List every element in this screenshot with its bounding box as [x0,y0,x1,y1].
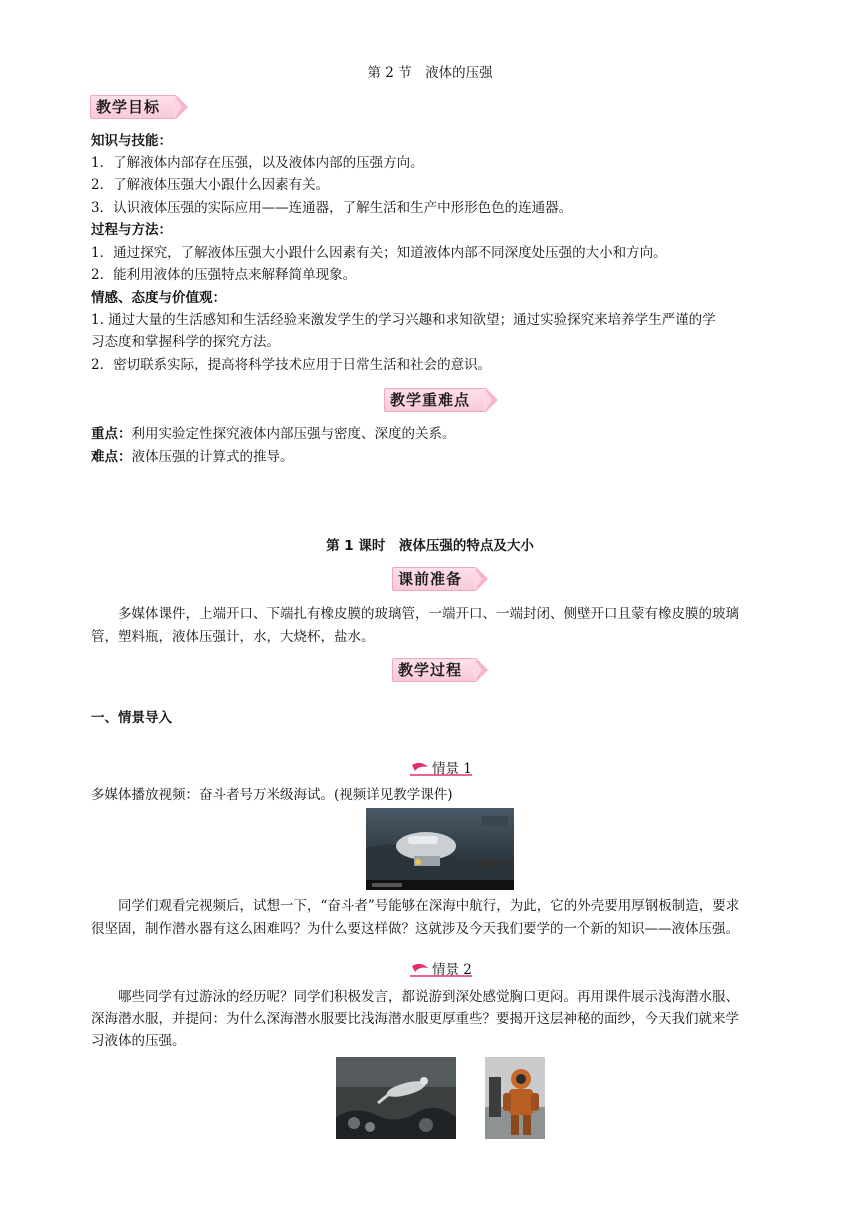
section-title: 第 2 节 液体的压强 [367,65,493,81]
deep-diving-suit-image [485,1057,545,1139]
knowledge-item-1: 1．了解液体内部存在压强，以及液体内部的压强方向。 [91,155,424,171]
badge-preparation [392,567,488,591]
scene-2-label: 情景 2 [432,962,472,978]
submersible-video-image [366,808,514,890]
knowledge-heading: 知识与技能： [91,133,172,149]
scene-1-label: 情景 1 [432,761,472,777]
intro-heading: 一、情景导入 [91,710,172,726]
attitude-item-2: 2．密切联系实际，提高将科学技术应用于日常生活和社会的意识。 [91,357,492,373]
badge-teaching-goals [90,95,188,119]
preparation-text-1: 多媒体课件，上端开口、下端扎有橡皮膜的玻璃管，一端开口、一端封闭、侧壁开口且蒙有橡皮膜的玻璃 [118,606,739,622]
scene-1-marker [410,757,490,779]
attitude-item-1-line-1: 1. 通过大量的生活感知和生活经验来激发学生的学习兴趣和求知欲望；通过实验探究来培养学生严谨的学 [91,312,716,328]
process-item-1: 1．通过探究，了解液体压强大小跟什么因素有关；知道液体内部不同深度处压强的大小和方向。 [91,245,667,261]
badge-preparation-label: 课前准备 [398,570,463,588]
difficulty-line [91,446,294,468]
scene-1-after-text-1: 同学们观看完视频后，试想一下，“奋斗者”号能够在深海中航行，为此，它的外壳要用厚钢板制造，要求 [118,898,740,914]
scene-2-line-1 [91,986,739,1008]
badge-teaching-goals-label: 教学目标 [96,98,161,116]
attitude-heading: 情感、态度与价值观： [91,290,226,306]
preparation-line-1 [91,603,739,625]
badge-key-points [384,388,498,412]
difficulty-text: 液体压强的计算式的推导。 [131,449,294,465]
scene-2-marker [410,958,490,980]
scene-2-text-1: 哪些同学有过游泳的经历呢？同学们积极发言，都说游到深处感觉胸口更闷。再用课件展示浅海潜水服、 [118,989,739,1005]
scene-2-line-3: 习液体的压强。 [91,1033,186,1049]
focus-line [91,423,456,445]
scene-1-text: 多媒体播放视频：奋斗者号万米级海试。(视频详见教学课件) [91,787,453,803]
focus-label: 重点： [91,426,132,442]
badge-key-points-label: 教学重难点 [390,391,471,409]
process-heading: 过程与方法： [91,222,172,238]
badge-teaching-process [392,658,488,682]
scene-1-after-line-1 [91,895,739,917]
focus-text: 利用实验定性探究液体内部压强与密度、深度的关系。 [131,426,456,442]
difficulty-label: 难点： [91,449,132,465]
scene-1-after-line-2: 很坚固，制作潜水器有这么困难吗？为什么要这样做？这就涉及今天我们要学的一个新的知识——液体压强。 [91,921,739,937]
knowledge-item-3: 3．认识液体压强的实际应用——连通器，了解生活和生产中形形色色的连通器。 [91,200,573,216]
shallow-diver-image [336,1057,456,1139]
lesson-title: 第 1 课时 液体压强的特点及大小 [326,538,534,554]
process-item-2: 2．能利用液体的压强特点来解释简单现象。 [91,267,357,283]
preparation-line-2: 管，塑料瓶，液体压强计，水，大烧杯，盐水。 [91,629,375,645]
knowledge-item-2: 2．了解液体压强大小跟什么因素有关。 [91,177,330,193]
scene-2-line-2: 深海潜水服，并提问：为什么深海潜水服要比浅海潜水服更厚重些？要揭开这层神秘的面纱，今天我们就来学 [91,1011,739,1027]
attitude-item-1-line-2: 习态度和掌握科学的探究方法。 [91,334,280,350]
badge-teaching-process-label: 教学过程 [398,661,463,679]
